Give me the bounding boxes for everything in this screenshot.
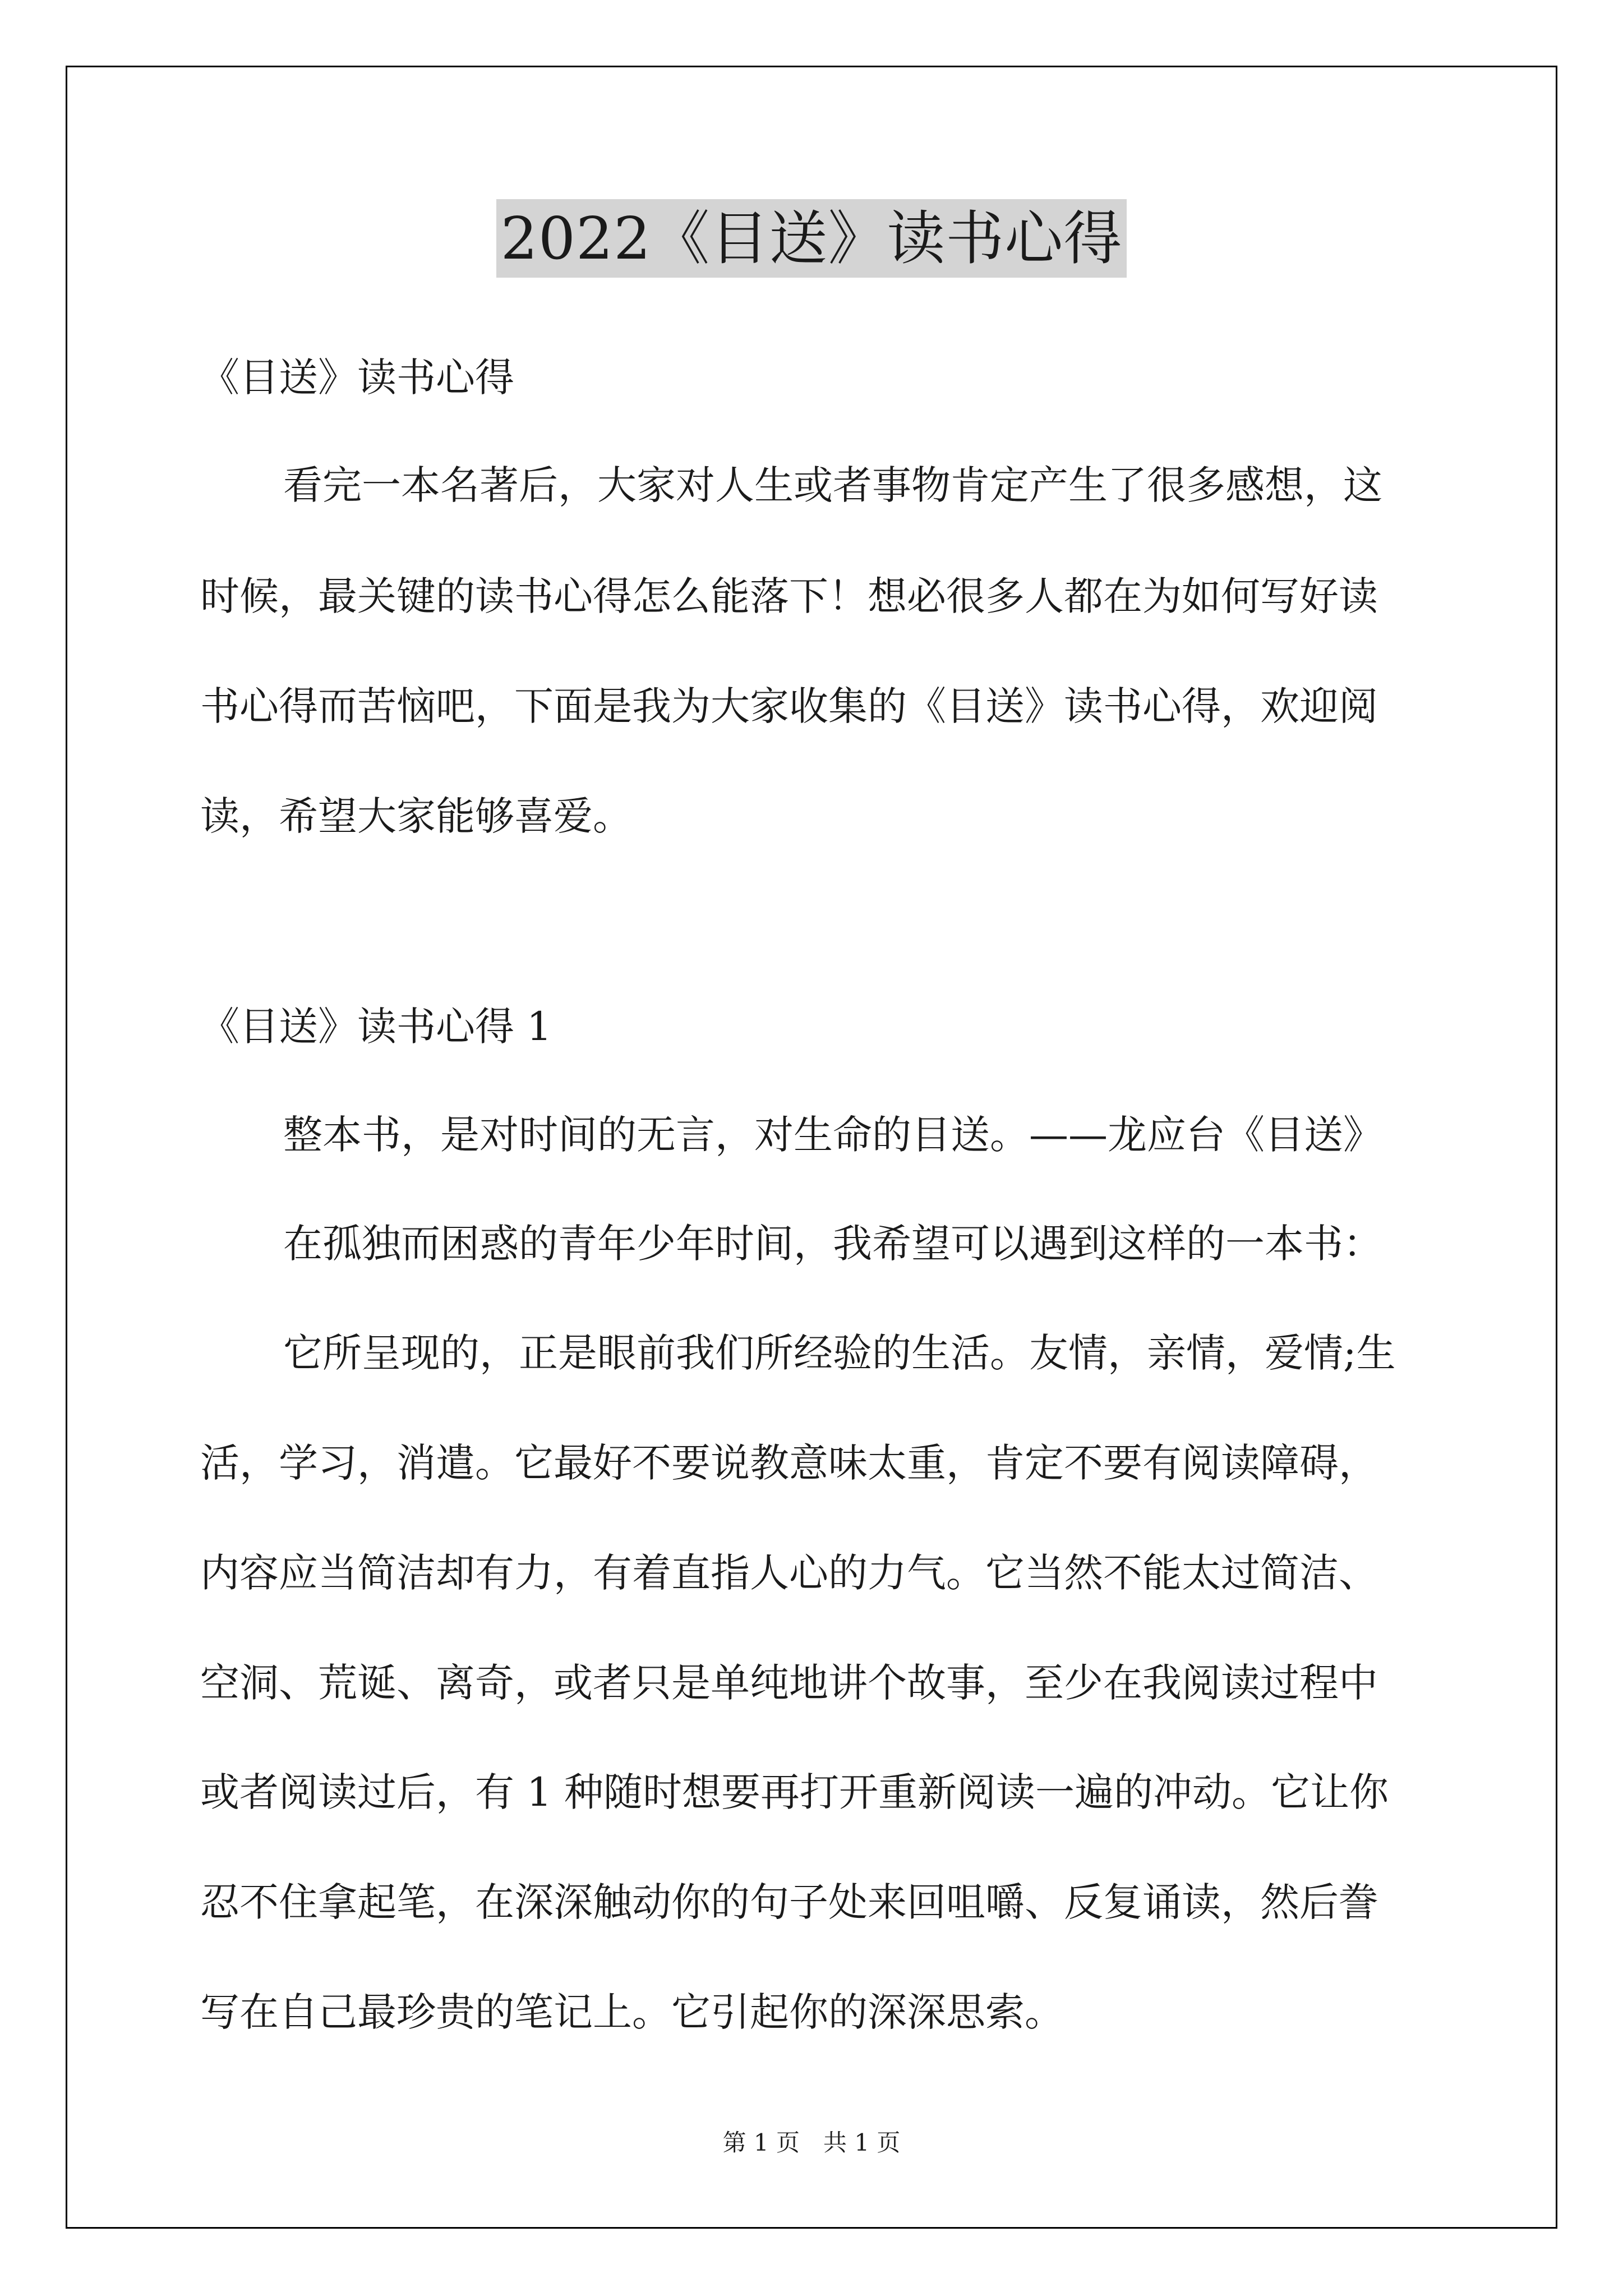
paragraph-line: 整本书，是对时间的无言，对生命的目送。——龙应台《目送》 <box>283 1112 1382 1158</box>
paragraph-line: 或者阅读过后，有 1 种随时想要再打开重新阅读一遍的冲动。它让你 <box>200 1769 1389 1815</box>
paragraph-line: 看完一本名著后，大家对人生或者事物肯定产生了很多感想，这 <box>283 462 1382 508</box>
paragraph-line: 空洞、荒诞、离奇，或者只是单纯地讲个故事，至少在我阅读过程中 <box>200 1660 1378 1706</box>
paragraph-line: 写在自己最珍贵的笔记上。它引起你的深深思索。 <box>200 1989 1064 2035</box>
section-heading: 《目送》读书心得 1 <box>200 1004 552 1050</box>
paragraph-line: 它所呈现的，正是眼前我们所经验的生活。友情，亲情，爱情;生 <box>283 1330 1396 1376</box>
paragraph-line: 活，学习，消遣。它最好不要说教意味太重，肯定不要有阅读障碍， <box>200 1440 1378 1486</box>
paragraph-line: 在孤独而困惑的青年少年时间，我希望可以遇到这样的一本书： <box>283 1221 1382 1267</box>
section-heading: 《目送》读书心得 <box>200 355 514 401</box>
paragraph-line: 读，希望大家能够喜爱。 <box>200 793 632 839</box>
paragraph-line: 忍不住拿起笔，在深深触动你的句子处来回咀嚼、反复诵读，然后誊 <box>200 1879 1378 1925</box>
paragraph-line: 书心得而苦恼吧，下面是我为大家收集的《目送》读书心得，欢迎阅 <box>200 683 1378 729</box>
page-footer: 第 1 页 共 1 页 <box>722 2129 901 2156</box>
paragraph-line: 内容应当简洁却有力，有着直指人心的力气。它当然不能太过简洁、 <box>200 1550 1378 1596</box>
document-title: 2022《目送》读书心得 <box>496 199 1127 278</box>
paragraph-line: 时候，最关键的读书心得怎么能落下！想必很多人都在为如何写好读 <box>200 573 1378 619</box>
title-block <box>0 199 1623 278</box>
